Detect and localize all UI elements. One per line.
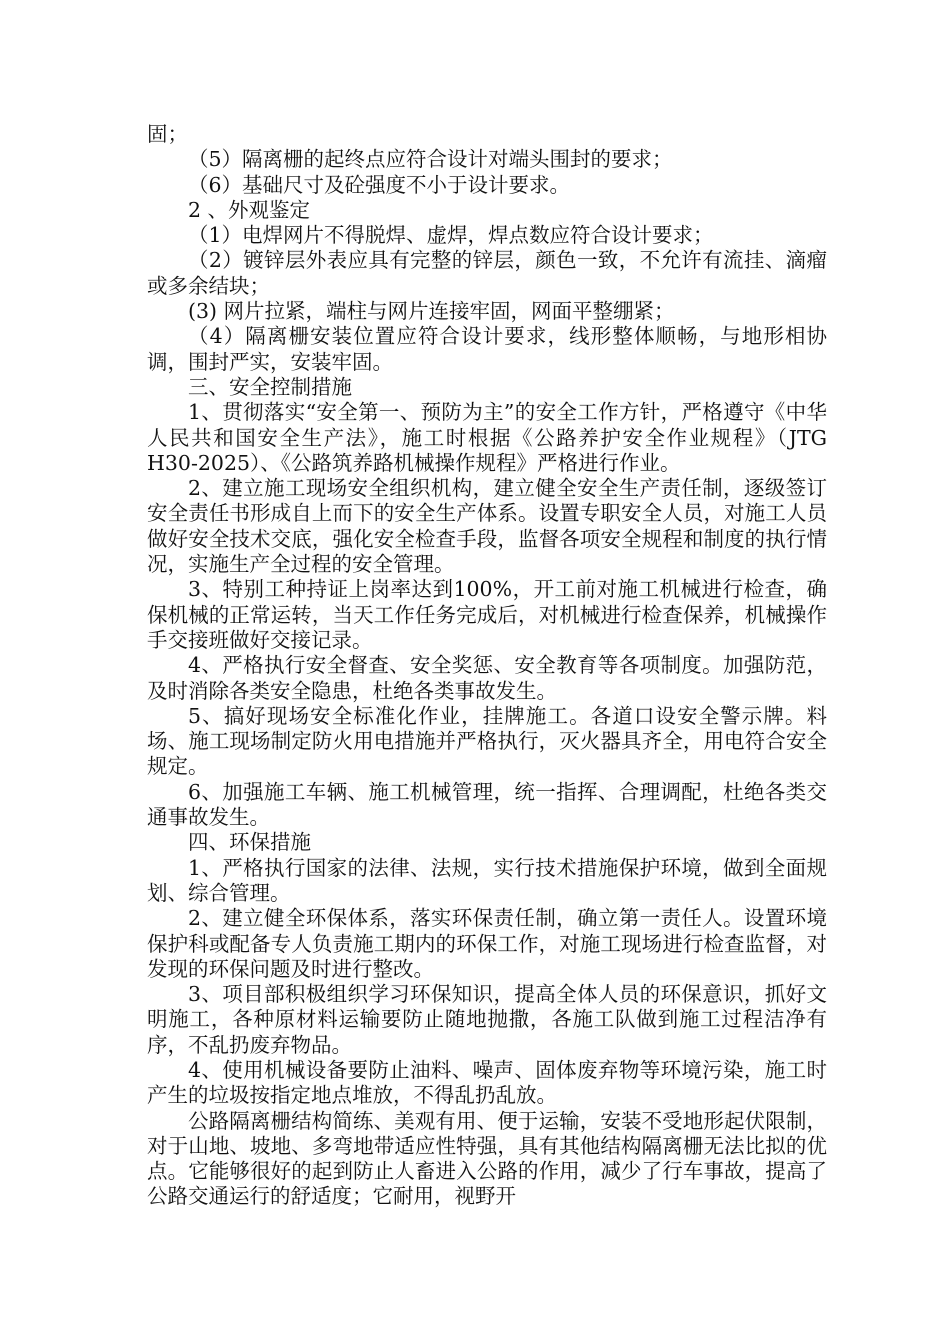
paragraph: 1、贯彻落实“安全第一、预防为主”的安全工作方针，严格遵守《中华人民共和国安全生产法》，施工时根据《公路养护安全作业规程》（JTG H30-2025）、《公路筑养路机械操作规程》严格进行作业。 xyxy=(147,400,827,475)
paragraph: 1、严格执行国家的法律、法规，实行技术措施保护环境，做到全面规划、综合管理。 xyxy=(147,855,827,905)
paragraph: 2、建立健全环保体系，落实环保责任制，确立第一责任人。设置环境保护科或配备专人负责施工期内的环保工作，对施工现场进行检查监督，对发现的环保问题及时进行整改。 xyxy=(147,906,827,981)
paragraph: （2）镀锌层外表应具有完整的锌层，颜色一致，不允许有流挂、滴瘤或多余结块； xyxy=(147,248,827,298)
paragraph: (3) 网片拉紧，端柱与网片连接牢固，网面平整绷紧； xyxy=(188,299,675,324)
paragraph: 6、加强施工车辆、施工机械管理，统一指挥、合理调配，杜绝各类交通事故发生。 xyxy=(147,779,827,830)
paragraph: 3、项目部积极组织学习环保知识，提高全体人员的环保意识，抓好文明施工，各种原材料运输要防止随地抛撒，各施工队做到施工过程洁净有序，不乱扔废弃物品。 xyxy=(147,982,827,1057)
paragraph: 4、严格执行安全督查、安全奖惩、安全教育等各项制度。加强防范，及时消除各类安全隐患，杜绝各类事故发生。 xyxy=(147,653,827,703)
paragraph: 3、特别工种持证上岗率达到100%，开工前对施工机械进行检查，确保机械的正常运转，当天工作任务完成后，对机械进行检查保养，机械操作手交接班做好交接记录。 xyxy=(147,577,827,652)
paragraph: 4、使用机械设备要防止油料、噪声、固体废弃物等环境污染，施工时产生的垃圾按指定地点堆放，不得乱扔乱放。 xyxy=(147,1057,827,1108)
paragraph: 三、安全控制措施 xyxy=(188,374,352,399)
document-body xyxy=(147,122,827,1210)
paragraph: （6）基础尺寸及砼强度不小于设计要求。 xyxy=(188,172,571,197)
paragraph: （5）隔离栅的起终点应符合设计对端头围封的要求； xyxy=(188,147,673,172)
paragraph: （4）隔离栅安装位置应符合设计要求，线形整体顺畅，与地形相协调，围封严实，安装牢固。 xyxy=(147,324,827,374)
paragraph: 2 、外观鉴定 xyxy=(188,197,311,222)
paragraph: 四、环保措施 xyxy=(188,830,311,855)
paragraph: （1）电焊网片不得脱焊、虚焊，焊点数应符合设计要求； xyxy=(188,223,714,248)
paragraph: 2、建立施工现场安全组织机构，建立健全安全生产责任制，逐级签订安全责任书形成自上而下的安全生产体系。设置专职安全人员，对施工人员做好安全技术交底，强化安全检查手段，监督各项安全规程和制度的执行情况，实施生产全过程的安全管理。 xyxy=(147,476,827,577)
paragraph: 公路隔离栅结构简练、美观有用、便于运输，安装不受地形起伏限制，对于山地、坡地、多弯地带适应性特强，具有其他结构隔离栅无法比拟的优点。它能够很好的起到防止人畜进入公路的作用，减少了行车事故，提高了公路交通运行的舒适度；它耐用，视野开 xyxy=(147,1108,827,1209)
paragraph: 5、搞好现场安全标准化作业，挂牌施工。各道口设安全警示牌。料场、施工现场制定防火用电措施并严格执行，灭火器具齐全，用电符合安全规定。 xyxy=(147,703,827,779)
paragraph: 固； xyxy=(147,122,188,146)
